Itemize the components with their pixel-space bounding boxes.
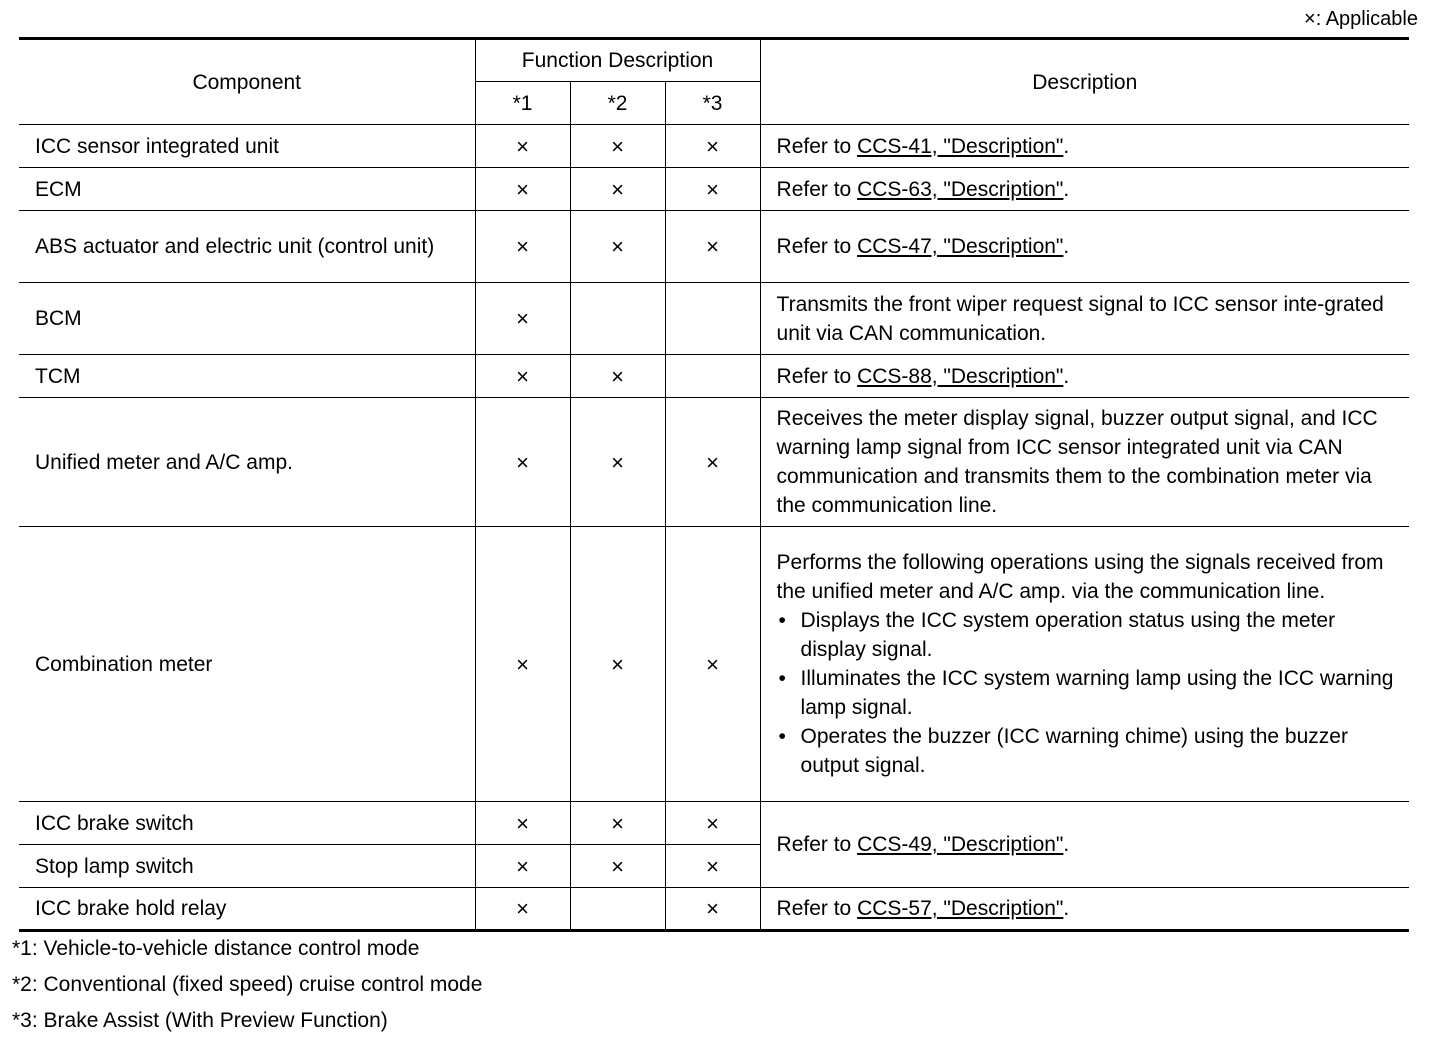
list-item: • Illuminates the ICC system warning lamp using the ICC warning lamp signal.	[777, 664, 1398, 722]
mark-3: ×	[665, 527, 760, 802]
list-item: • Operates the buzzer (ICC warning chime) using the buzzer output signal.	[777, 722, 1398, 780]
refer-prefix: Refer to	[776, 364, 858, 388]
reference-link[interactable]: CCS-41, "Description"	[857, 134, 1064, 158]
mark-1: ×	[475, 845, 570, 888]
description-cell	[760, 527, 1409, 802]
mark-3: ×	[665, 168, 760, 211]
refer-prefix: Refer to	[776, 897, 858, 920]
component-name: BCM	[19, 283, 475, 355]
table-row	[19, 398, 1409, 527]
reference-link[interactable]: CCS-63, "Description"	[857, 177, 1064, 201]
mark-1: ×	[475, 168, 570, 211]
component-name: TCM	[19, 355, 475, 398]
header-function-description: Function Description	[475, 39, 760, 82]
mark-3	[665, 283, 760, 355]
component-name: ICC brake hold relay	[19, 888, 475, 931]
refer-prefix: Refer to	[776, 134, 858, 158]
mark-2: ×	[570, 398, 665, 527]
table-row	[19, 211, 1409, 283]
refer-prefix: Refer to	[776, 177, 858, 201]
mark-1: ×	[475, 802, 570, 845]
table-row	[19, 125, 1409, 168]
mark-1: ×	[475, 888, 570, 931]
mark-1: ×	[475, 527, 570, 802]
component-name: ICC brake switch	[19, 802, 475, 845]
mark-3	[665, 355, 760, 398]
mark-2	[570, 283, 665, 355]
mark-3: ×	[665, 211, 760, 283]
description-text: Transmits the front wiper request signal to ICC sensor inte-grated unit via CAN communication.	[760, 283, 1409, 355]
header-description: Description	[760, 39, 1409, 125]
mark-1: ×	[475, 283, 570, 355]
mark-3: ×	[665, 398, 760, 527]
footnote: *1: Vehicle-to-vehicle distance control mode	[12, 937, 420, 960]
mark-2: ×	[570, 527, 665, 802]
applicable-legend: ×: Applicable	[1304, 8, 1418, 30]
component-name: ICC sensor integrated unit	[19, 125, 475, 168]
mark-3: ×	[665, 802, 760, 845]
table-row	[19, 283, 1409, 355]
mark-2: ×	[570, 168, 665, 211]
refer-prefix: Refer to	[776, 833, 858, 856]
table-row	[19, 802, 1409, 845]
component-table	[19, 37, 1409, 932]
footnote: *3: Brake Assist (With Preview Function)	[12, 1009, 388, 1032]
mark-3: ×	[665, 888, 760, 931]
mark-1: ×	[475, 211, 570, 283]
component-name: Combination meter	[19, 527, 475, 802]
component-name: ECM	[19, 168, 475, 211]
mark-1: ×	[475, 125, 570, 168]
table-row	[19, 168, 1409, 211]
table-row	[19, 355, 1409, 398]
mark-3: ×	[665, 125, 760, 168]
table-row	[19, 527, 1409, 802]
mark-2: ×	[570, 802, 665, 845]
component-name: Stop lamp switch	[19, 845, 475, 888]
footnotes	[12, 934, 482, 1042]
mark-2: ×	[570, 845, 665, 888]
reference-link[interactable]: CCS-47, "Description"	[857, 235, 1064, 258]
mark-1: ×	[475, 398, 570, 527]
mark-1: ×	[475, 355, 570, 398]
description-cell: Refer to CCS-57, "Description".	[760, 888, 1409, 931]
component-name: ABS actuator and electric unit (control unit)	[19, 211, 475, 283]
footnote: *2: Conventional (fixed speed) cruise control mode	[12, 973, 483, 996]
refer-prefix: Refer to	[776, 235, 858, 258]
mark-2: ×	[570, 211, 665, 283]
list-item: • Displays the ICC system operation status using the meter display signal.	[777, 606, 1398, 664]
mark-2	[570, 888, 665, 931]
header-component: Component	[19, 39, 475, 125]
mark-2: ×	[570, 125, 665, 168]
header-sub-1: *1	[475, 82, 570, 125]
operation-list	[777, 606, 1398, 780]
description-cell: Refer to CCS-49, "Description".	[760, 802, 1409, 888]
description-cell: Refer to CCS-88, "Description".	[760, 355, 1409, 398]
header-sub-3: *3	[665, 82, 760, 125]
description-text: Receives the meter display signal, buzzer output signal, and ICC warning lamp signal from ICC sensor integrated unit via CAN communication and transmits them to the combination meter via the communication line.	[760, 398, 1409, 527]
reference-link[interactable]: CCS-49, "Description"	[857, 833, 1064, 856]
description-cell: Refer to CCS-47, "Description".	[760, 211, 1409, 283]
mark-3: ×	[665, 845, 760, 888]
description-cell: Refer to CCS-63, "Description".	[760, 168, 1409, 211]
table-row	[19, 888, 1409, 931]
component-name: Unified meter and A/C amp.	[19, 398, 475, 527]
description-text: Performs the following operations using the signals received from the unified meter and A/C amp. via the communication line.	[776, 551, 1384, 603]
reference-link[interactable]: CCS-88, "Description"	[857, 364, 1064, 388]
reference-link[interactable]: CCS-57, "Description"	[857, 897, 1064, 920]
mark-2: ×	[570, 355, 665, 398]
header-sub-2: *2	[570, 82, 665, 125]
description-cell: Refer to CCS-41, "Description".	[760, 125, 1409, 168]
